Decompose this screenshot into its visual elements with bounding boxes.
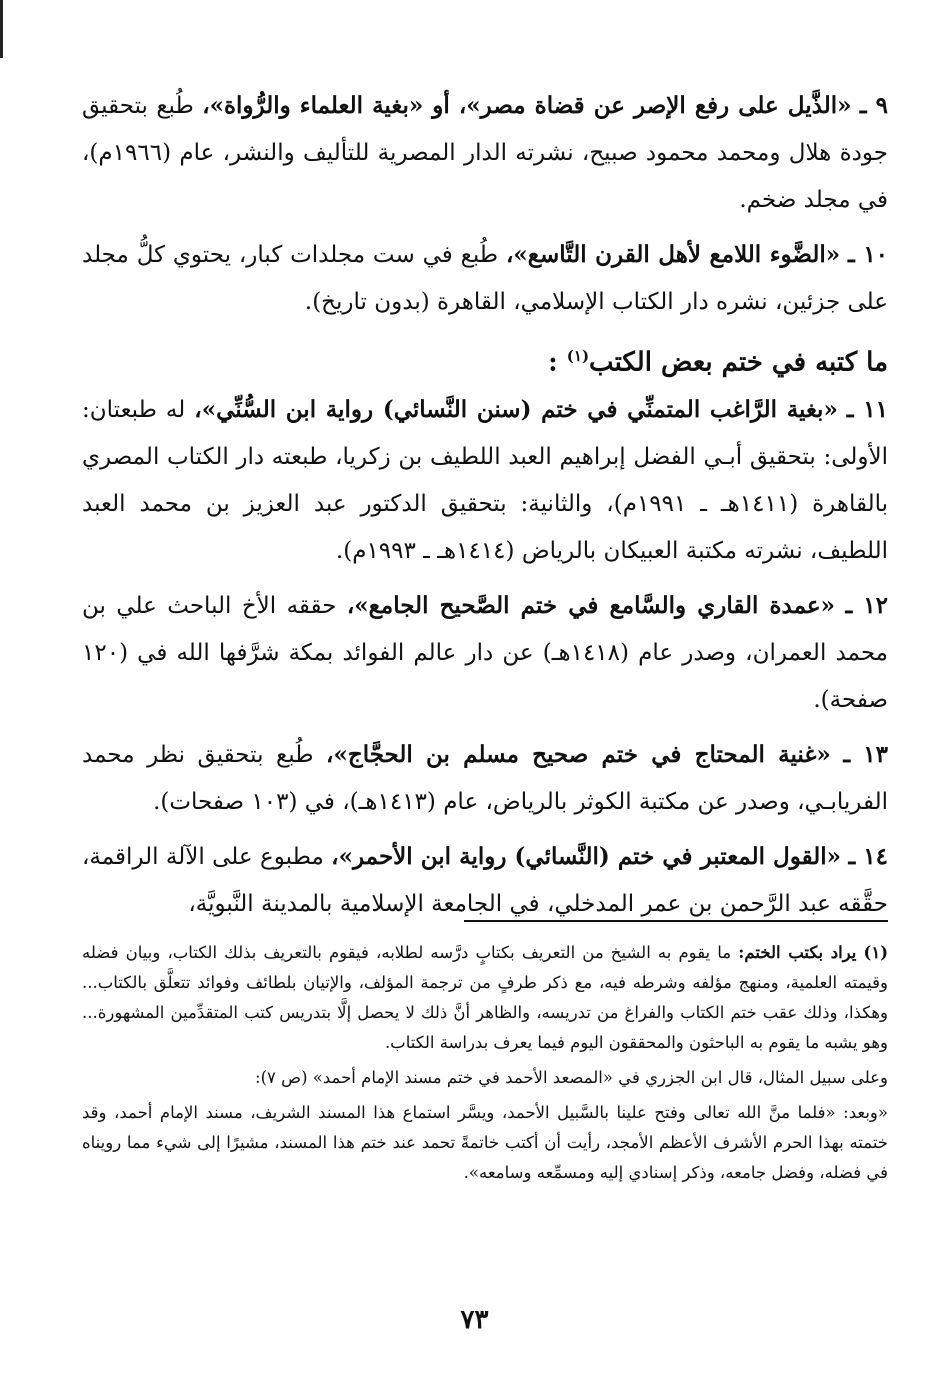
- footnote-text: ما يقوم به الشيخ من التعريف بكتابٍ درَّسه لطلابه، فيقوم بالتعريف بذلك الكتاب، وبيان فضله وقيمته العلمية، ومنهج مؤلفه وشرطه فيه، مع ذكر طرفٍ من ترجمة المؤلف، والإتيان بلطائف وفوائد تتعلَّق بالكتاب... وهكذا، وذلك عقب ختم الكتاب والفراغ من تدريسه، والظاهر أنَّ ذلك لا يحصل إلَّا بتدريس كتب المتقدِّمين المشهورة... وهو يشبه ما يقوم به الباحثون والمحققون اليوم فيما يعرف بدراسة الكتاب.: [82, 943, 888, 1052]
- footnotes: [82, 938, 888, 1193]
- entry-10: [82, 231, 888, 326]
- page-edge-line: [0, 0, 3, 58]
- entry-number: ٩ ـ: [859, 92, 889, 119]
- footnote-lead: يراد بكتب الختم:: [738, 943, 857, 962]
- footnote-quote: «وبعد: «فلما منَّ الله تعالى وفتح علينا بالسَّبيل الأحمد، ويسَّر استماع هذا المسند الشريف، مسند الإمام أحمد، وقد ختمته بهذا الحرم الأشرف الأعظم الأمجد، رأيت أن أكتب خاتمةً تحمد عند ختم هذا المسند، مشيرًا إلى شيء مما رويناه في فضله، وفضل جامعه، وذكر إسنادي إليه ومسمِّعه وسامعه».: [82, 1103, 888, 1182]
- entry-12: [82, 582, 888, 724]
- entry-13: [82, 731, 888, 826]
- entry-number: ١٢ ـ: [845, 591, 889, 619]
- book-title: «الضَّوء اللامع لأهل القرن التَّاسع»،: [505, 241, 841, 268]
- book-title: «غنية المحتاج في ختم صحيح مسلم بن الحجَّاج»،: [326, 740, 831, 768]
- entry-number: ١١ ـ: [846, 395, 888, 423]
- footnote-divider: [464, 920, 888, 922]
- section-heading-text: ما كتبه في ختم بعض الكتب: [589, 347, 888, 378]
- entry-14: [82, 833, 888, 928]
- book-title: «القول المعتبر في ختم (النَّسائي) رواية ابن الأحمر»،: [331, 842, 842, 870]
- entry-body: طُبع بتحقيق نظر محمد الفريابـي، وصدر عن مكتبة الكوثر بالرياض، عام (١٤١٣هـ)، في (١٠٣ صفحات).: [82, 741, 888, 815]
- book-title: «الذَّيل على رفع الإصر عن قضاة مصر»، أو «بغية العلماء والرُّواة»،: [202, 92, 852, 119]
- footnote-reference[interactable]: (١): [566, 347, 590, 365]
- entry-11: [82, 386, 888, 575]
- entry-body: مطبوع على الآلة الراقمة، حقَّقه عبد الرَّحمن بن عمر المدخلي، في الجامعة الإسلامية بالمدينة النَّبويَّة،: [82, 843, 888, 917]
- page-number: ٧٣: [460, 1305, 489, 1335]
- entry-number: ١٠ ـ: [848, 241, 889, 268]
- book-title: «عمدة القاري والسَّامع في ختم الصَّحيح الجامع»،: [346, 591, 836, 619]
- entry-body: طُبع في ست مجلدات كبار، يحتوي كلُّ مجلد على جزئين، نشره دار الكتاب الإسلامي، القاهرة (بدون تاريخ).: [82, 242, 888, 315]
- footnote-marker: (١): [863, 943, 889, 962]
- entry-body: حققه الأخ الباحث علي بن محمد العمران، وصدر عام (١٤١٨هـ) عن دار عالم الفوائد بمكة شرَّفها الله في (١٢٠ صفحة).: [82, 592, 888, 713]
- section-heading-colon: :: [548, 347, 558, 378]
- footnote-1: [82, 938, 888, 1058]
- entry-body: له طبعتان: الأولى: بتحقيق أبـي الفضل إبراهيم العبد اللطيف بن زكريا، طبعته دار الكتاب المصري بالقاهرة (١٤١١هـ ـ ١٩٩١م)، والثانية: بتحقيق الدكتور عبد العزيز بن محمد العبد اللطيف، نشرته مكتبة العبيكان بالرياض (١٤١٤هـ ـ ١٩٩٣م).: [82, 396, 889, 564]
- page-body: [82, 82, 888, 935]
- entry-9: [82, 82, 888, 224]
- book-title: «بغية الرَّاغب المتمنِّي في ختم (سنن النَّسائي) رواية ابن السُّنِّي»،: [194, 395, 838, 423]
- entry-body: طُبع بتحقيق جودة هلال ومحمد محمود صبيح، نشرته الدار المصرية للتأليف والنشر، عام (١٩٦٦م)، في مجلد ضخم.: [82, 93, 888, 213]
- entry-number: ١٣ ـ: [843, 740, 888, 768]
- footnote-paragraph: وعلى سبيل المثال، قال ابن الجزري في «المصعد الأحمد في ختم مسند الإمام أحمد» (ص ٧):: [255, 1068, 888, 1087]
- entry-number: ١٤ ـ: [848, 842, 888, 870]
- section-heading: [82, 333, 888, 386]
